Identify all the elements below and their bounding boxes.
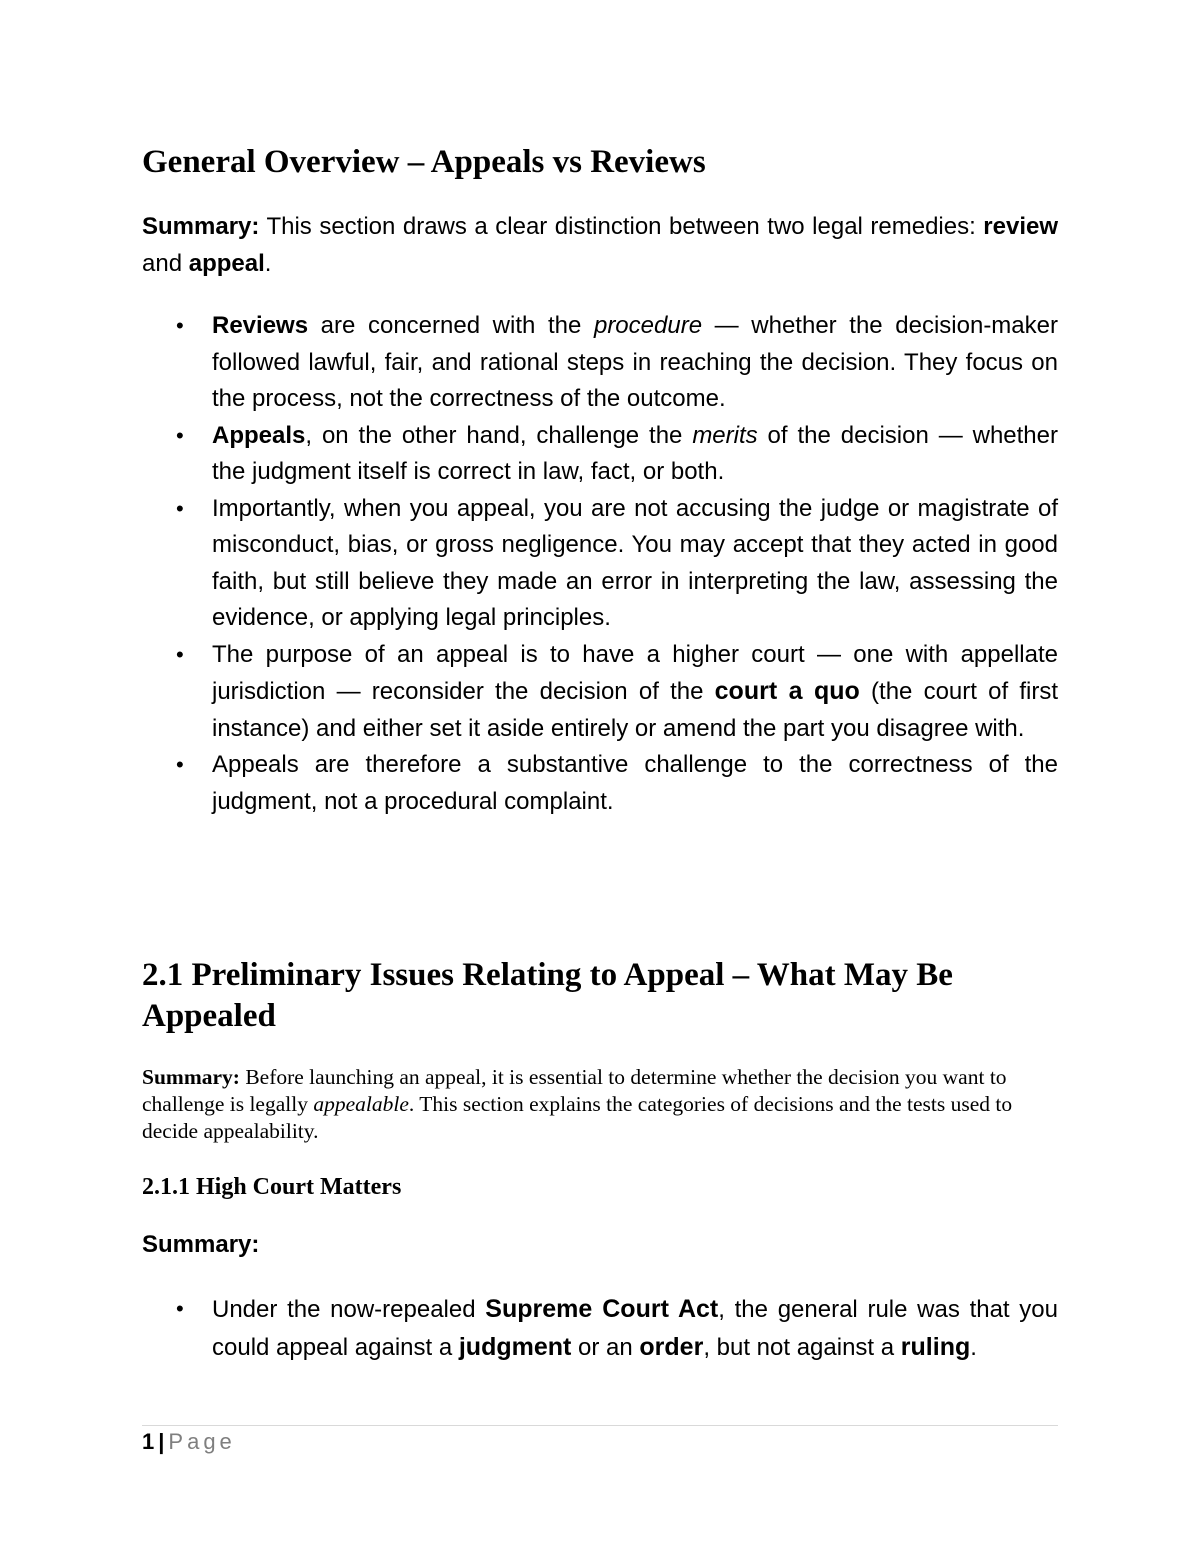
summary-text: and: [142, 249, 189, 277]
bullet-icon: •: [176, 495, 184, 521]
overview-summary-paragraph: [142, 209, 1058, 282]
term-court-a-quo: court a quo: [714, 677, 860, 705]
bullet-icon: •: [176, 313, 184, 338]
summary-term-review: review: [983, 213, 1058, 240]
bullet-icon: •: [176, 1296, 184, 1321]
summary-text: This section draws a clear distinction between two legal remedies:: [259, 213, 984, 240]
bullet-icon: •: [176, 641, 184, 667]
list-item-text: or an: [571, 1333, 640, 1361]
summary-text: . This section explains the categories of decisions and the tests used to decide appealability.: [142, 1092, 1013, 1143]
high-court-bullet-list: [142, 1291, 1058, 1366]
bullet-icon: •: [176, 422, 184, 448]
term-appealable: appealable: [313, 1092, 409, 1116]
high-court-summary-label: Summary:: [142, 1231, 260, 1258]
subsection-heading-high-court: 2.1.1 High Court Matters: [142, 1174, 402, 1200]
list-item-text: — whether the decision-maker followed lawful, fair, and rational steps in reaching the decision. They focus on the process, not the correctness of the outcome.: [212, 312, 1058, 412]
term-ruling: ruling: [900, 1332, 971, 1361]
list-item-text: , on the other hand, challenge the: [305, 421, 693, 449]
section-heading-preliminary-issues: 2.1 Preliminary Issues Relating to Appeal – What May Be Appealed: [142, 957, 953, 1034]
list-item-text: are concerned with the: [308, 312, 594, 339]
list-item-text: Appeals are therefore a substantive challenge to the correctness of the judgment, not a procedural complaint.: [212, 751, 1058, 815]
footer-divider: [142, 1425, 1058, 1426]
list-item: [142, 747, 1058, 820]
list-item: [142, 418, 1058, 491]
list-item-text: (the court of first instance) and either set it aside entirely or amend the part you disagree with.: [212, 678, 1059, 742]
footer-separator: |: [158, 1429, 165, 1454]
term-order: order: [639, 1332, 704, 1361]
preliminary-summary-paragraph: [142, 1064, 1058, 1145]
section-heading-overview: General Overview – Appeals vs Reviews: [142, 144, 706, 180]
summary-label: Summary:: [142, 213, 260, 240]
list-item: [142, 637, 1058, 748]
page-label: Page: [168, 1429, 236, 1454]
list-item: [142, 308, 1058, 418]
list-item-text: , but not against a: [703, 1333, 901, 1361]
summary-text: .: [264, 249, 272, 277]
page-number: 1: [142, 1429, 155, 1454]
list-item: [142, 1291, 1058, 1366]
page-footer: [142, 1428, 236, 1456]
summary-label: Summary:: [142, 1065, 240, 1089]
list-item-text: Importantly, when you appeal, you are not accusing the judge or magistrate of misconduct, bias, or gross negligence. You may accept that they acted in good faith, but still believe they made an error in interpreting the law, assessing the evidence, or applying legal principles.: [212, 494, 1058, 631]
term-supreme-court-act: Supreme Court Act: [485, 1295, 719, 1323]
term-appeals: Appeals: [212, 421, 306, 449]
list-item-text: , the general rule was that you could appeal against a: [212, 1296, 1058, 1361]
list-item-text: The purpose of an appeal is to have a higher court — one with appellate jurisdiction — reconsider the decision of the: [212, 640, 1058, 705]
list-item-text: Under the now-repealed: [212, 1296, 486, 1323]
term-procedure: procedure: [593, 312, 703, 339]
term-merits: merits: [692, 421, 758, 449]
term-reviews: Reviews: [212, 312, 309, 339]
list-item-text: of the decision — whether the judgment itself is correct in law, fact, or both.: [212, 421, 1058, 485]
summary-text: Before launching an appeal, it is essential to determine whether the decision you want to challenge is legally: [142, 1065, 1007, 1116]
term-judgment: judgment: [458, 1332, 572, 1361]
list-item: [142, 491, 1058, 637]
overview-bullet-list: [142, 308, 1058, 820]
summary-term-appeal: appeal: [188, 249, 265, 277]
bullet-icon: •: [176, 752, 184, 777]
list-item-text: .: [970, 1333, 977, 1361]
